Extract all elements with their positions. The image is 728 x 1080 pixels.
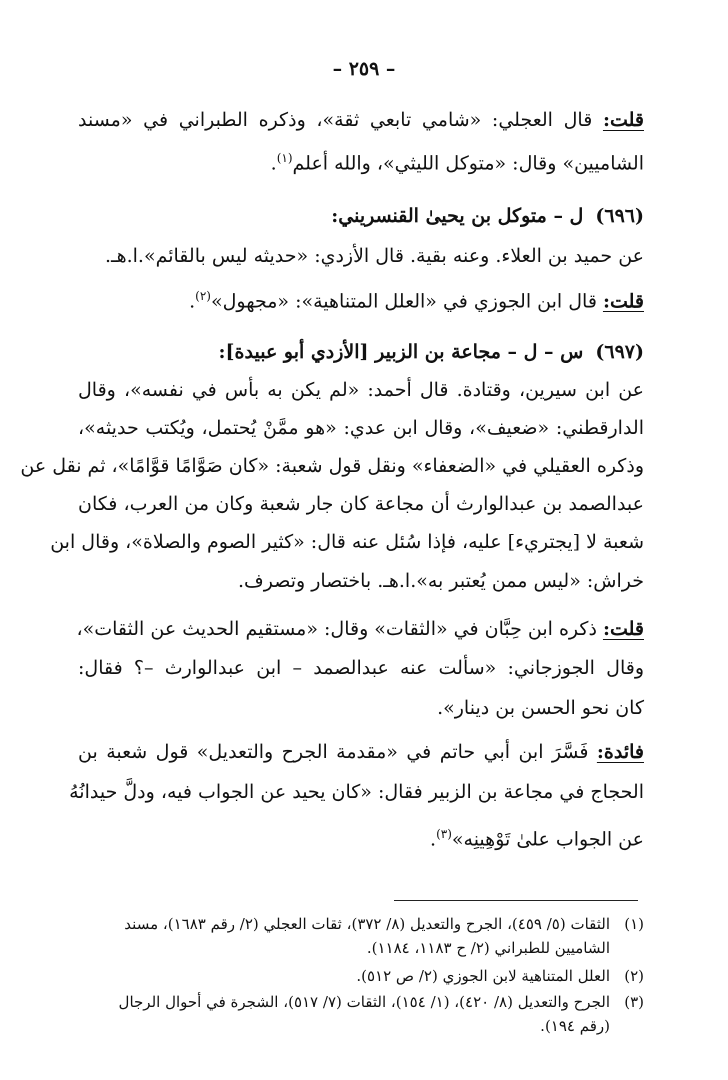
- text-line: قلت: ذكره ابن حِبَّان في «الثقات» وقال: «مستقيم الحديث عن الثقات»،: [76, 618, 644, 640]
- text-line: وقال الجوزجاني: «سألت عنه عبدالصمد – ابن عبدالوارث –؟ فقال:: [78, 657, 644, 679]
- text-line: كان نحو الحسن بن دينار».: [437, 697, 644, 719]
- qult-label: قلت:: [602, 109, 644, 131]
- footnote-separator: [394, 900, 638, 901]
- entry-heading-696: [78, 200, 644, 232]
- text-line: قلت: قال ابن الجوزي في «العلل المتناهية»: «مجهول»$^{(٢)}$.: [189, 289, 644, 313]
- text-line: وذكره العقيلي في «الضعفاء» ونقل قول شعبة: «كان صَوَّامًا قوَّامًا»، ثم نقل عن: [20, 455, 644, 477]
- text-line: عن حميد بن العلاء. وعنه بقية. قال الأزدي: «حديثه ليس بالقائم».ا.هـ.: [104, 245, 644, 267]
- text-line: خراش: «ليس ممن يُعتبر به».ا.هـ. باختصار وتصرف.: [238, 570, 644, 592]
- text-line: الدارقطني: «ضعيف»، وقال ابن عدي: «هو ممَّنْ يُحتمل، ويُكتب حديثه»،: [78, 417, 644, 439]
- footnote-2: (٢)العلل المتناهية لابن الجوزي (٢/ ص ٥١٢).: [68, 964, 644, 988]
- text-line: عن ابن سيرين، وقتادة. قال أحمد: «لم يكن به بأس في نفسه»، وقال: [78, 379, 644, 401]
- text-line: عن الجواب علىٰ تَوْهِينِه»$^{(٣)}$.: [430, 827, 644, 851]
- footnote-1: (١)الثقات (٥/ ٤٥٩)، الجرح والتعديل (٨/ ٣٧٢)، ثقات العجلي (٢/ رقم ١٦٨٣)، مسند الشاميين للطبراني (٢/ ح ١١٨٣، ١١٨٤).: [68, 912, 644, 960]
- footnote-ref: (٣): [436, 827, 452, 841]
- text-line: الشاميين» وقال: «متوكل الليثي»، والله أعلم$^{(١)}$.: [270, 151, 644, 175]
- entry-heading-697: [78, 336, 644, 368]
- footnote-number: (٣): [624, 993, 644, 1011]
- footnote-number: (١): [624, 915, 644, 933]
- qult-label: قلت:: [602, 290, 644, 313]
- footnote-3: (٣)الجرح والتعديل (٨/ ٤٢٠)، (١/ ١٥٤)، الثقات (٧/ ٥١٧)، الشجرة في أحوال الرجال (رقم ١٩٤).: [68, 990, 644, 1038]
- entry-number: (٦٩٧): [595, 341, 644, 363]
- page-number: – ٢٥٩ –: [332, 58, 396, 80]
- text-line: فائدة: فَسَّرَ ابن أبي حاتم في «مقدمة الجرح والتعديل» قول شعبة بن: [78, 741, 644, 763]
- footnote-ref: (١): [276, 151, 293, 165]
- text-line: الحجاج في مجاعة بن الزبير فقال: «كان يحيد عن الجواب فيه، ودلَّ حيدانُهُ: [69, 781, 644, 803]
- entry-title: ل – متوكل بن يحيىٰ القنسريني:: [331, 205, 584, 227]
- entry-title: س – ل – مجاعة بن الزبير [الأزدي أبو عبيدة]:: [218, 341, 584, 363]
- text-line: عبدالصمد بن عبدالوارث أن مجاعة كان جار شعبة وكان من العرب، فكان: [78, 493, 644, 515]
- footnote-number: (٢): [624, 967, 644, 985]
- faida-label: فائدة:: [596, 741, 644, 763]
- text-line: شعبة لا [يجتريء] عليه، فإذا سُئل عنه قال: «كثير الصوم والصلاة»، وقال ابن: [50, 531, 644, 553]
- qult-label: قلت:: [602, 618, 644, 640]
- entry-number: (٦٩٦): [595, 205, 644, 227]
- text-line: قلت: قال العجلي: «شامي تابعي ثقة»، وذكره الطبراني في «مسند: [78, 109, 644, 131]
- footnote-ref: (٢): [195, 289, 211, 303]
